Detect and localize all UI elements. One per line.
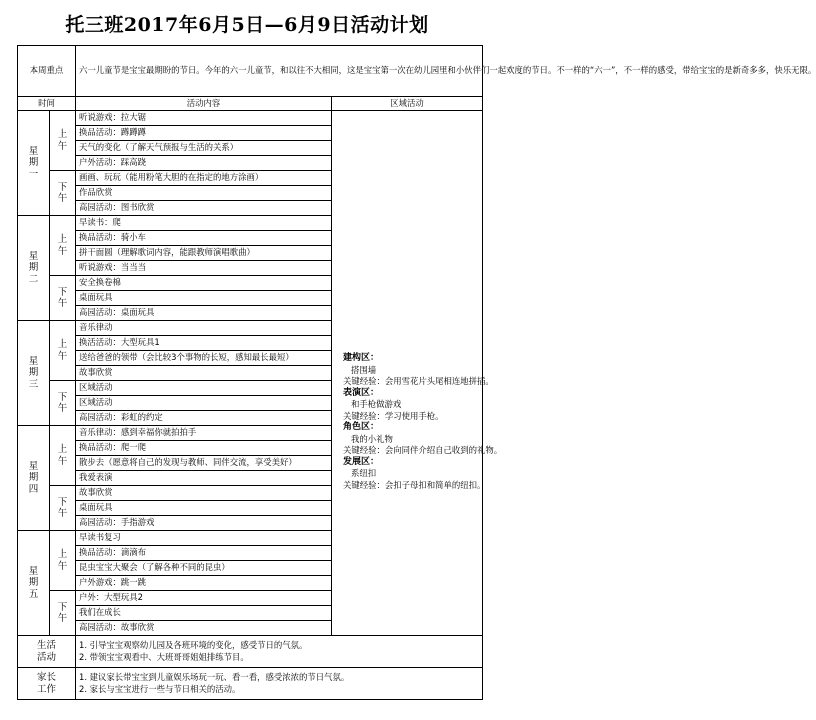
activity-item: 高园活动：手指游戏 xyxy=(76,516,332,531)
activity-item: 天气的变化（了解天气预报与生活的关系） xyxy=(76,141,332,156)
header-content: 活动内容 xyxy=(76,97,332,111)
activity-item: 高园活动：图书欣赏 xyxy=(76,201,332,216)
family-items xyxy=(76,668,483,700)
activity-item: 区域活动 xyxy=(76,381,332,396)
activity-item: 听说游戏：拉大锯 xyxy=(76,111,332,126)
area-block-skill: 关键经验：学习使用手枪。 xyxy=(343,410,444,421)
area-block-skill: 关键经验：会用雪花片头尾相连地拼插。 xyxy=(343,376,494,386)
life-row xyxy=(18,636,483,668)
activity-item: 换活活动：大型玩具1 xyxy=(76,336,332,351)
afternoon-label: 下 午 xyxy=(50,486,76,531)
activity-item: 散步去（愿意将自己的发现与教师、同伴交流，享受美好） xyxy=(76,456,332,471)
activity-item: 换品活动：骑小车 xyxy=(76,231,332,246)
schedule-table xyxy=(17,45,816,700)
day-label: 星 期 四 xyxy=(18,426,50,531)
afternoon-label: 下 午 xyxy=(50,381,76,426)
morning-label: 上 午 xyxy=(50,111,76,171)
activity-item: 换品活动：滴滴布 xyxy=(76,546,332,561)
activity-item: 故事欣赏 xyxy=(76,486,332,501)
activity-item: 桌面玩具 xyxy=(76,501,332,516)
day-label: 星 期 二 xyxy=(18,216,50,321)
family-row xyxy=(18,668,483,700)
page-title: 托三班2017年6月5日—6月9日活动计划 xyxy=(65,14,429,36)
focus-label: 本周重点 xyxy=(18,46,76,97)
activity-item: 送给爸爸的领带（会比较3个事物的长短，感知最长最短） xyxy=(76,351,332,366)
schedule-row xyxy=(18,111,483,126)
afternoon-label: 下 午 xyxy=(50,591,76,636)
life-label: 生活 活动 xyxy=(18,636,76,668)
afternoon-label: 下 午 xyxy=(50,276,76,321)
activity-item: 安全换卷棉 xyxy=(76,276,332,291)
activity-item: 早读书复习 xyxy=(76,531,332,546)
activity-item: 户外：大型玩具2 xyxy=(76,591,332,606)
morning-label: 上 午 xyxy=(50,216,76,276)
activity-item: 换品活动：爬一爬 xyxy=(76,441,332,456)
activity-item: 桌面玩具 xyxy=(76,291,332,306)
activity-item: 画画、玩玩（能用粉笔大胆的在指定的地方涂画） xyxy=(76,171,332,186)
area-block-skill: 关键经验：会扣子母扣和简单的纽扣。 xyxy=(343,479,486,490)
area-block-name: 搭围墙 xyxy=(351,364,377,375)
day-label: 星 期 一 xyxy=(18,111,50,216)
day-label: 星 期 五 xyxy=(18,531,50,636)
focus-row xyxy=(18,46,483,97)
family-item: 1. 建议家长带宝宝到儿童娱乐场玩一玩、看一看，感受浓浓的节日气氛。 xyxy=(79,672,350,682)
activity-item: 区域活动 xyxy=(76,396,332,411)
area-block-title: 角色区： xyxy=(343,422,380,432)
area-block-name: 我的小礼物 xyxy=(351,433,393,444)
header-row xyxy=(18,97,483,111)
afternoon-label: 下 午 xyxy=(50,171,76,216)
activity-item: 早读书：爬 xyxy=(76,216,332,231)
morning-label: 上 午 xyxy=(50,531,76,591)
activity-item: 高园活动：故事欣赏 xyxy=(76,621,332,636)
life-item: 2. 带领宝宝观看中、大班哥哥姐姐排练节目。 xyxy=(79,651,249,662)
activity-item: 换品活动：蹲蹲蹲 xyxy=(76,126,332,141)
activity-item: 故事欣赏 xyxy=(76,366,332,381)
activity-item: 作品欣赏 xyxy=(76,186,332,201)
area-activities xyxy=(332,111,503,636)
area-block-name: 和手枪做游戏 xyxy=(351,399,402,409)
area-block-title: 建构区： xyxy=(343,353,380,363)
activity-item: 昆虫宝宝大聚会（了解各种不同的昆虫） xyxy=(76,561,332,576)
activity-item: 音乐律动：感到幸福你就拍拍手 xyxy=(76,426,332,441)
family-item: 2. 家长与宝宝进行一些与节日相关的活动。 xyxy=(79,683,241,694)
area-block-title: 表演区： xyxy=(343,387,380,398)
activity-item: 我们在成长 xyxy=(76,606,332,621)
area-block-name: 系纽扣 xyxy=(351,468,377,478)
header-area: 区域活动 xyxy=(332,97,483,111)
morning-label: 上 午 xyxy=(50,426,76,486)
life-item: 1. 引导宝宝观察幼儿园及各班环境的变化，感受节日的气氛。 xyxy=(79,640,308,650)
activity-item: 高园活动：桌面玩具 xyxy=(76,306,332,321)
day-label: 星 期 三 xyxy=(18,321,50,426)
life-items xyxy=(76,636,483,668)
family-label: 家长 工作 xyxy=(18,668,76,700)
activity-item: 户外游戏：跳一跳 xyxy=(76,576,332,591)
activity-item: 高园活动：彩虹的约定 xyxy=(76,411,332,426)
activity-item: 我爱表演 xyxy=(76,471,332,486)
area-block-skill: 关键经验：会向同伴介绍自己收到的礼物。 xyxy=(343,445,503,455)
header-time: 时间 xyxy=(18,97,76,111)
area-block-title: 发展区： xyxy=(343,456,380,467)
activity-item: 听说游戏：当当当 xyxy=(76,261,332,276)
activity-item: 户外活动：踩高跷 xyxy=(76,156,332,171)
focus-text: 六一儿童节是宝宝最期盼的节日。今年的六一儿童节，和以往不大相同，这是宝宝第一次在幼儿园里和小伙伴们一起欢度的节日。不一样的“六一”，不一样的感受，带给宝宝的是新奇多多，快乐无限。 xyxy=(76,46,483,97)
activity-item: 拼干面圆（理解歌词内容，能跟教师演唱歌曲） xyxy=(76,246,332,261)
activity-item: 音乐律动 xyxy=(76,321,332,336)
morning-label: 上 午 xyxy=(50,321,76,381)
